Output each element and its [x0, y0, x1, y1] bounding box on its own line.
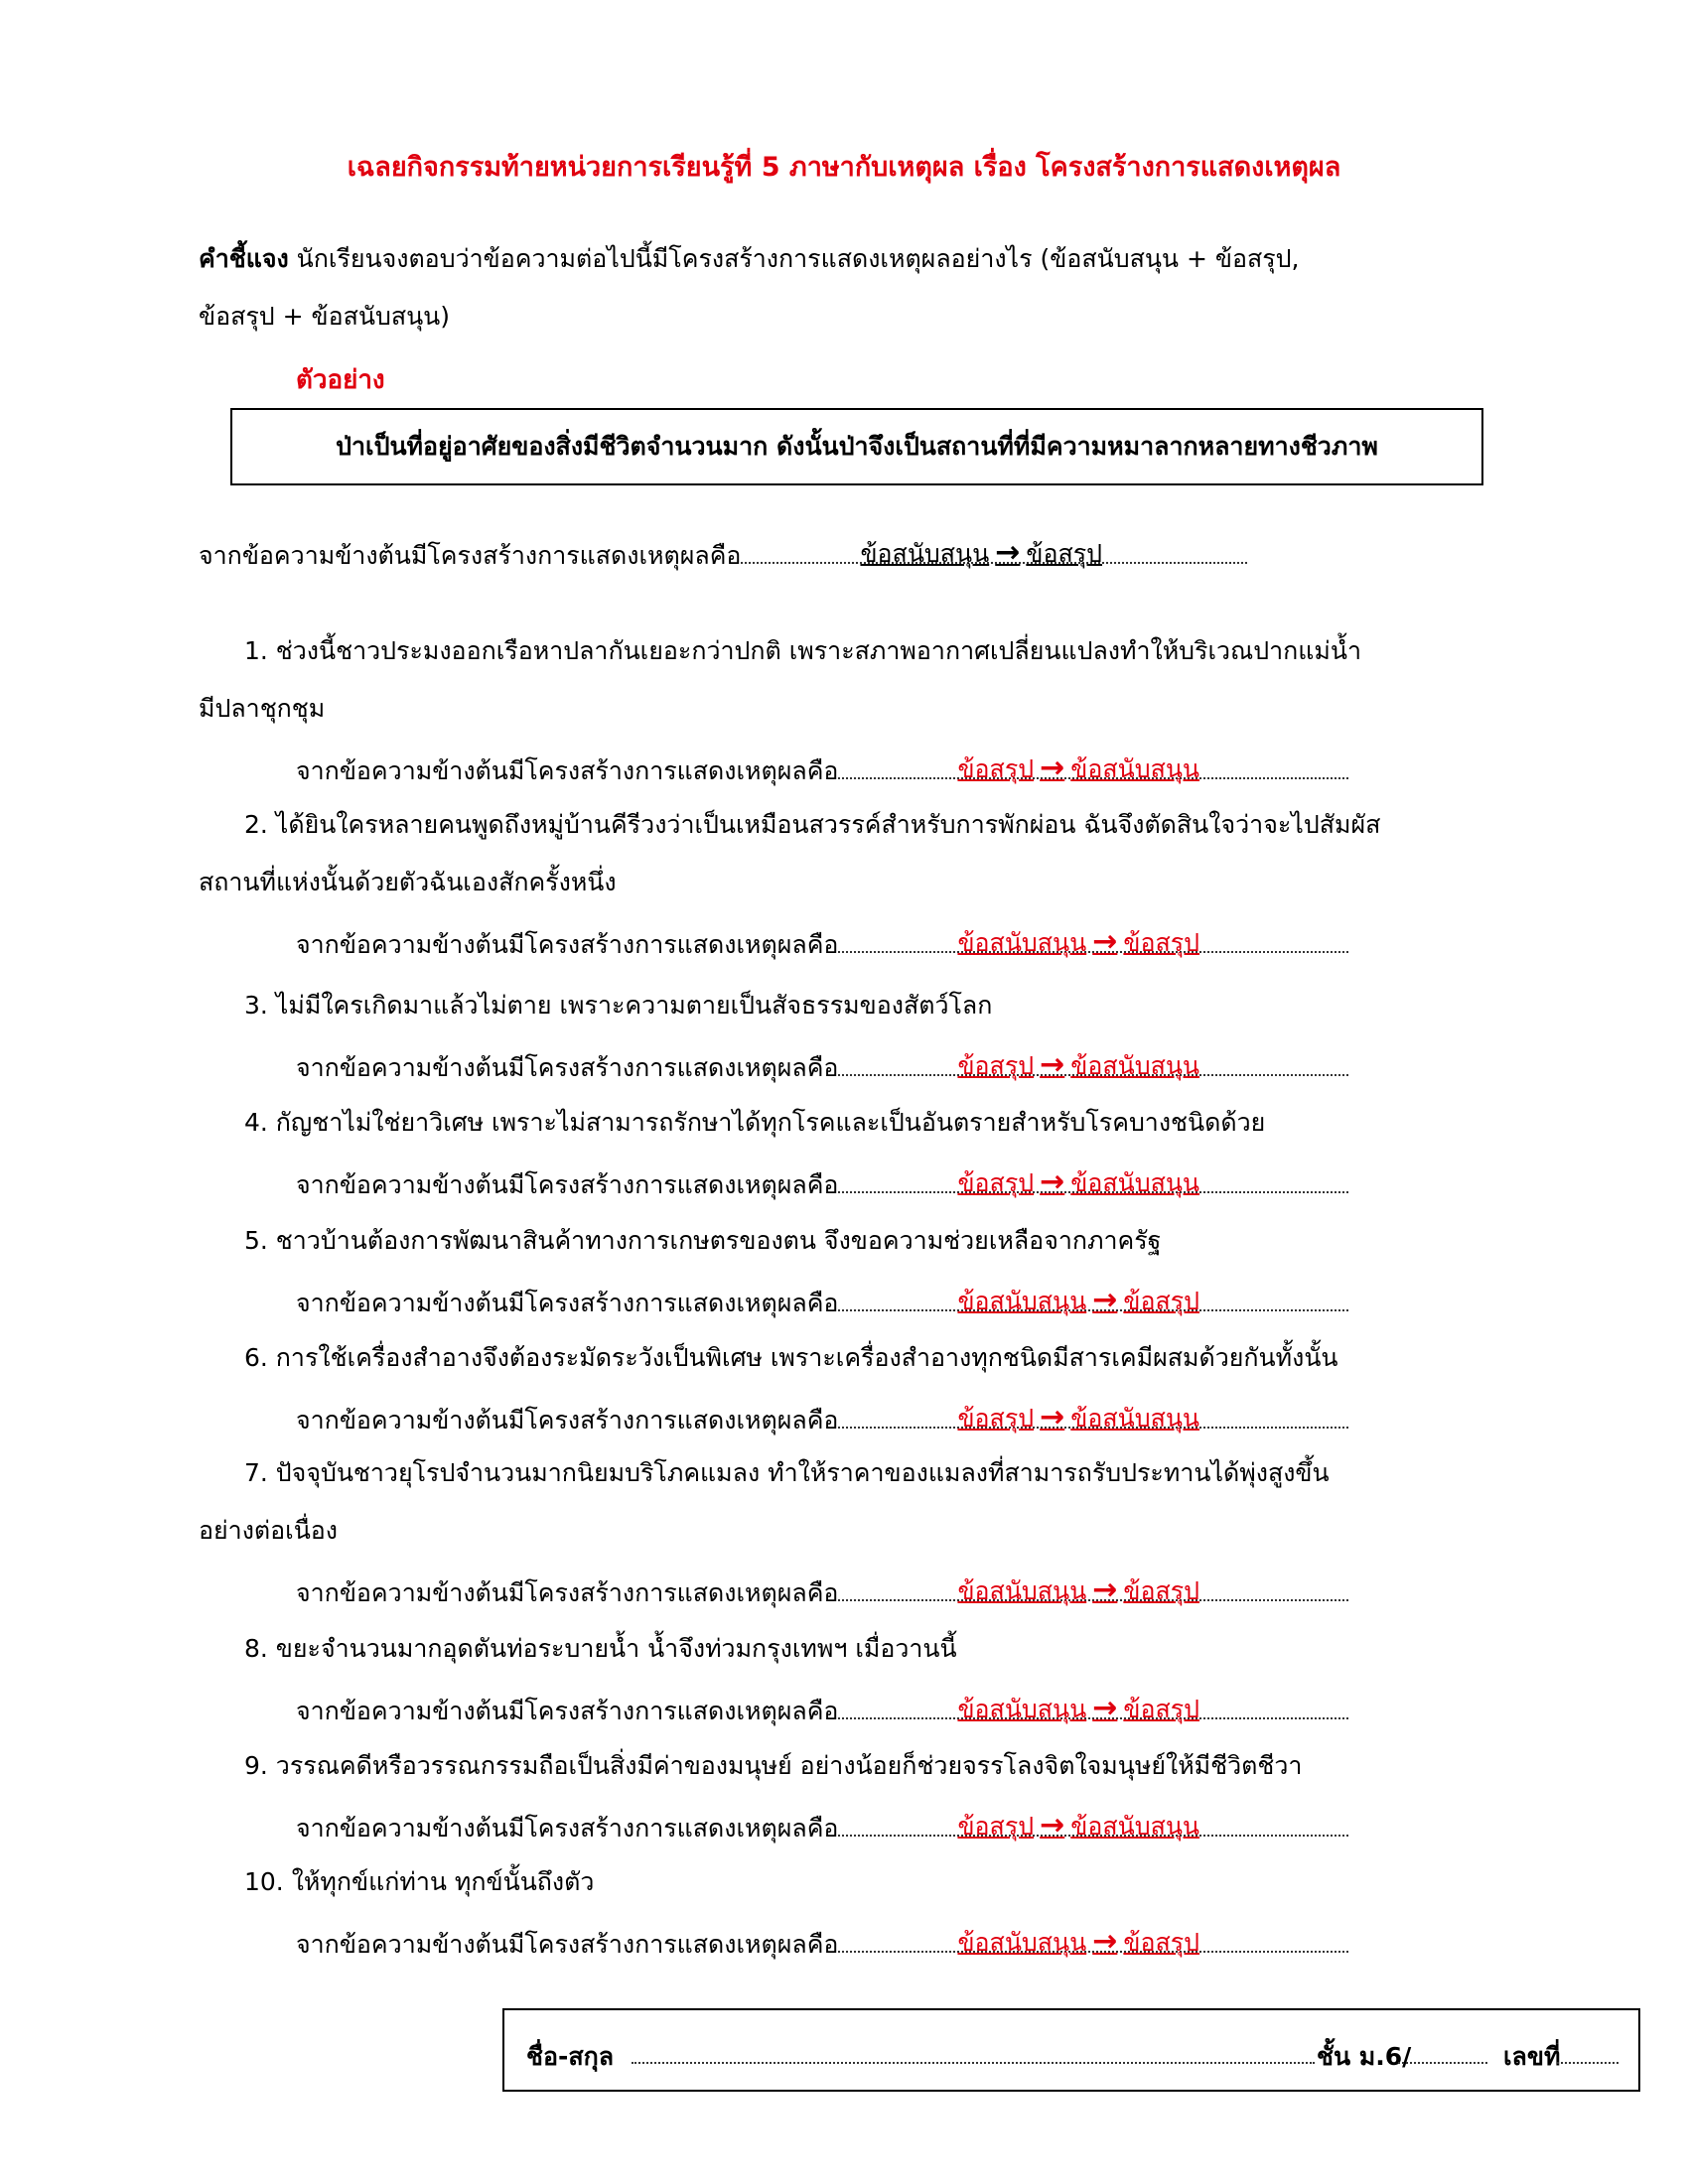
question-text: 9. วรรณคดีหรือวรรณกรรมถือเป็นสิ่งมีค่าของมนุษย์ อย่างน้อยก็ช่วยจรรโลงจิตใจมนุษย์ให้มีชีวิตชีวา	[244, 1751, 1303, 1780]
arrow-icon: →	[1040, 1164, 1065, 1199]
question-text: 10. ให้ทุกข์แก่ท่าน ทุกข์นั้นถึงตัว	[244, 1867, 595, 1896]
answer-line	[838, 1400, 1348, 1434]
answer-line	[838, 751, 1348, 785]
answer-line	[838, 1808, 1348, 1843]
arrow-icon: →	[995, 535, 1021, 570]
answer-row	[296, 753, 1348, 783]
answer	[957, 924, 1200, 959]
answer-left: ข้อสรุป	[957, 1812, 1035, 1841]
answer	[957, 1164, 1200, 1199]
question-text: 6. การใช้เครื่องสำอางจึงต้องระมัดระวังเป็นพิเศษ เพราะเครื่องสำอางทุกชนิดมีสารเคมีผสมด้วยกันทั้งนั้น	[244, 1343, 1338, 1372]
number-field-line	[1557, 2060, 1618, 2064]
instructions-label: คำชี้แจง	[199, 244, 289, 273]
example-label: ตัวอย่าง	[296, 365, 385, 395]
answer-prompt: จากข้อความข้างต้นมีโครงสร้างการแสดงเหตุผลคือ	[296, 1289, 839, 1317]
arrow-icon: →	[1092, 1924, 1118, 1959]
answer-left: ข้อสรุป	[957, 1051, 1035, 1080]
answer-prompt: จากข้อความข้างต้นมีโครงสร้างการแสดงเหตุผลคือ	[296, 1406, 839, 1434]
number-label: เลขที่	[1503, 2042, 1561, 2071]
answer-row	[296, 1924, 1348, 1959]
example-answer-left: ข้อสนับสนุน	[860, 539, 990, 568]
student-info-box	[502, 2008, 1640, 2092]
question-text-continued: อย่างต่อเนื่อง	[199, 1516, 339, 1545]
answer-line	[838, 924, 1348, 959]
answer-left: ข้อสนับสนุน	[957, 1287, 1087, 1315]
question-text: 4. กัญชาไม่ใช่ยาวิเศษ เพราะไม่สามารถรักษาได้ทุกโรคและเป็นอันตรายสำหรับโรคบางชนิดด้วย	[244, 1108, 1266, 1137]
answer-line	[838, 1924, 1348, 1959]
question-text: 7. ปัจจุบันชาวยุโรปจำนวนมากนิยมบริโภคแมลง ทำให้ราคาของแมลงที่สามารถรับประทานได้พุ่งสูงขึ้น	[244, 1458, 1330, 1487]
answer-row	[296, 924, 1348, 959]
answer-prompt: จากข้อความข้างต้นมีโครงสร้างการแสดงเหตุผลคือ	[296, 1053, 839, 1082]
answer-row	[296, 1283, 1348, 1317]
answer-left: ข้อสนับสนุน	[957, 928, 1087, 957]
arrow-icon: →	[1092, 1572, 1118, 1607]
answer	[957, 1283, 1200, 1317]
question-text-continued: สถานที่แห่งนั้นด้วยตัวฉันเองสักครั้งหนึ่ง	[199, 868, 617, 896]
name-field-line	[632, 2060, 1315, 2064]
question-text: 5. ชาวบ้านต้องการพัฒนาสินค้าทางการเกษตรของตน จึงขอความช่วยเหลือจากภาครัฐ	[244, 1226, 1162, 1255]
question-text: 3. ไม่มีใครเกิดมาแล้วไม่ตาย เพราะความตายเป็นสัจธรรมของสัตว์โลก	[244, 991, 993, 1020]
answer	[957, 1691, 1200, 1725]
question-text: 2. ได้ยินใครหลายคนพูดถึงหมู่บ้านคีรีวงว่าเป็นเหมือนสวรรค์สำหรับการพักผ่อน ฉันจึงตัดสินใจว่าจะไปสัมผัส	[244, 810, 1381, 839]
arrow-icon: →	[1092, 924, 1118, 959]
example-answer	[860, 535, 1103, 570]
class-label: ชั้น ม.6/	[1317, 2042, 1412, 2071]
answer	[957, 1572, 1200, 1607]
arrow-icon: →	[1092, 1691, 1118, 1725]
answer	[957, 1808, 1200, 1843]
answer	[957, 1400, 1200, 1434]
example-box	[230, 408, 1483, 485]
example-prompt: จากข้อความข้างต้นมีโครงสร้างการแสดงเหตุผลคือ	[199, 541, 742, 570]
answer-right: ข้อสนับสนุน	[1070, 1404, 1200, 1433]
answer	[957, 1047, 1200, 1082]
answer-right: ข้อสรุป	[1123, 1928, 1200, 1957]
answer-row	[296, 1047, 1348, 1082]
example-answer-right: ข้อสรุป	[1026, 539, 1103, 568]
answer-line	[838, 1164, 1348, 1199]
answer-right: ข้อสรุป	[1123, 1287, 1200, 1315]
answer-right: ข้อสนับสนุน	[1070, 1168, 1200, 1197]
answer-line	[838, 1283, 1348, 1317]
answer-row	[296, 1572, 1348, 1607]
answer-left: ข้อสรุป	[957, 1168, 1035, 1197]
answer-right: ข้อสรุป	[1123, 1576, 1200, 1605]
answer-prompt: จากข้อความข้างต้นมีโครงสร้างการแสดงเหตุผลคือ	[296, 930, 839, 959]
arrow-icon: →	[1040, 1400, 1065, 1434]
class-field-line	[1398, 2060, 1487, 2064]
answer-prompt: จากข้อความข้างต้นมีโครงสร้างการแสดงเหตุผลคือ	[296, 756, 839, 785]
answer-line	[838, 1047, 1348, 1082]
answer-prompt: จากข้อความข้างต้นมีโครงสร้างการแสดงเหตุผลคือ	[296, 1578, 839, 1607]
page-title: เฉลยกิจกรรมท้ายหน่วยการเรียนรู้ที่ 5 ภาษากับเหตุผล เรื่อง โครงสร้างการแสดงเหตุผล	[347, 152, 1341, 183]
question-text: 8. ขยะจำนวนมากอุดตันท่อระบายน้ำ น้ำจึงท่วมกรุงเทพฯ เมื่อวานนี้	[244, 1634, 957, 1663]
answer-left: ข้อสนับสนุน	[957, 1576, 1087, 1605]
example-answer-line	[741, 535, 1247, 570]
answer-row	[296, 1691, 1348, 1725]
answer	[957, 1924, 1200, 1959]
answer-left: ข้อสรุป	[957, 754, 1035, 783]
instructions-text-1: นักเรียนจงตอบว่าข้อความต่อไปนี้มีโครงสร้างการแสดงเหตุผลอย่างไร (ข้อสนับสนุน + ข้อสรุป,	[296, 244, 1300, 273]
answer-row	[296, 1164, 1348, 1199]
answer-left: ข้อสนับสนุน	[957, 1928, 1087, 1957]
answer-prompt: จากข้อความข้างต้นมีโครงสร้างการแสดงเหตุผลคือ	[296, 1697, 839, 1725]
question-text-continued: มีปลาชุกชุม	[199, 694, 326, 723]
answer-row	[296, 1400, 1348, 1434]
arrow-icon: →	[1092, 1283, 1118, 1317]
answer-left: ข้อสนับสนุน	[957, 1695, 1087, 1723]
name-label: ชื่อ-สกุล	[526, 2042, 615, 2071]
instructions-line-1	[199, 246, 1299, 271]
instructions-text-2: ข้อสรุป + ข้อสนับสนุน)	[199, 302, 451, 331]
answer	[957, 753, 1199, 783]
answer-right: ข้อสนับสนุน	[1070, 754, 1200, 783]
answer-line	[838, 1691, 1348, 1725]
answer-right: ข้อสรุป	[1123, 928, 1200, 957]
answer-line	[838, 1572, 1348, 1607]
example-answer-row	[199, 535, 1247, 570]
answer-right: ข้อสนับสนุน	[1070, 1812, 1200, 1841]
answer-right: ข้อสรุป	[1123, 1695, 1200, 1723]
arrow-icon: →	[1040, 751, 1065, 785]
answer-row	[296, 1808, 1348, 1843]
arrow-icon: →	[1040, 1808, 1065, 1843]
answer-left: ข้อสรุป	[957, 1404, 1035, 1433]
answer-prompt: จากข้อความข้างต้นมีโครงสร้างการแสดงเหตุผลคือ	[296, 1930, 839, 1959]
example-statement: ป่าเป็นที่อยู่อาศัยของสิ่งมีชีวิตจำนวนมาก ดังนั้นป่าจึงเป็นสถานที่ที่มีความหมาลากหลายทางชีวภาพ	[336, 432, 1378, 461]
answer-right: ข้อสนับสนุน	[1070, 1051, 1200, 1080]
answer-prompt: จากข้อความข้างต้นมีโครงสร้างการแสดงเหตุผลคือ	[296, 1814, 839, 1843]
answer-prompt: จากข้อความข้างต้นมีโครงสร้างการแสดงเหตุผลคือ	[296, 1170, 839, 1199]
arrow-icon: →	[1040, 1047, 1065, 1082]
question-text: 1. ช่วงนี้ชาวประมงออกเรือหาปลากันเยอะกว่าปกติ เพราะสภาพอากาศเปลี่ยนแปลงทำให้บริเวณปากแม่น้ำ	[244, 636, 1362, 665]
